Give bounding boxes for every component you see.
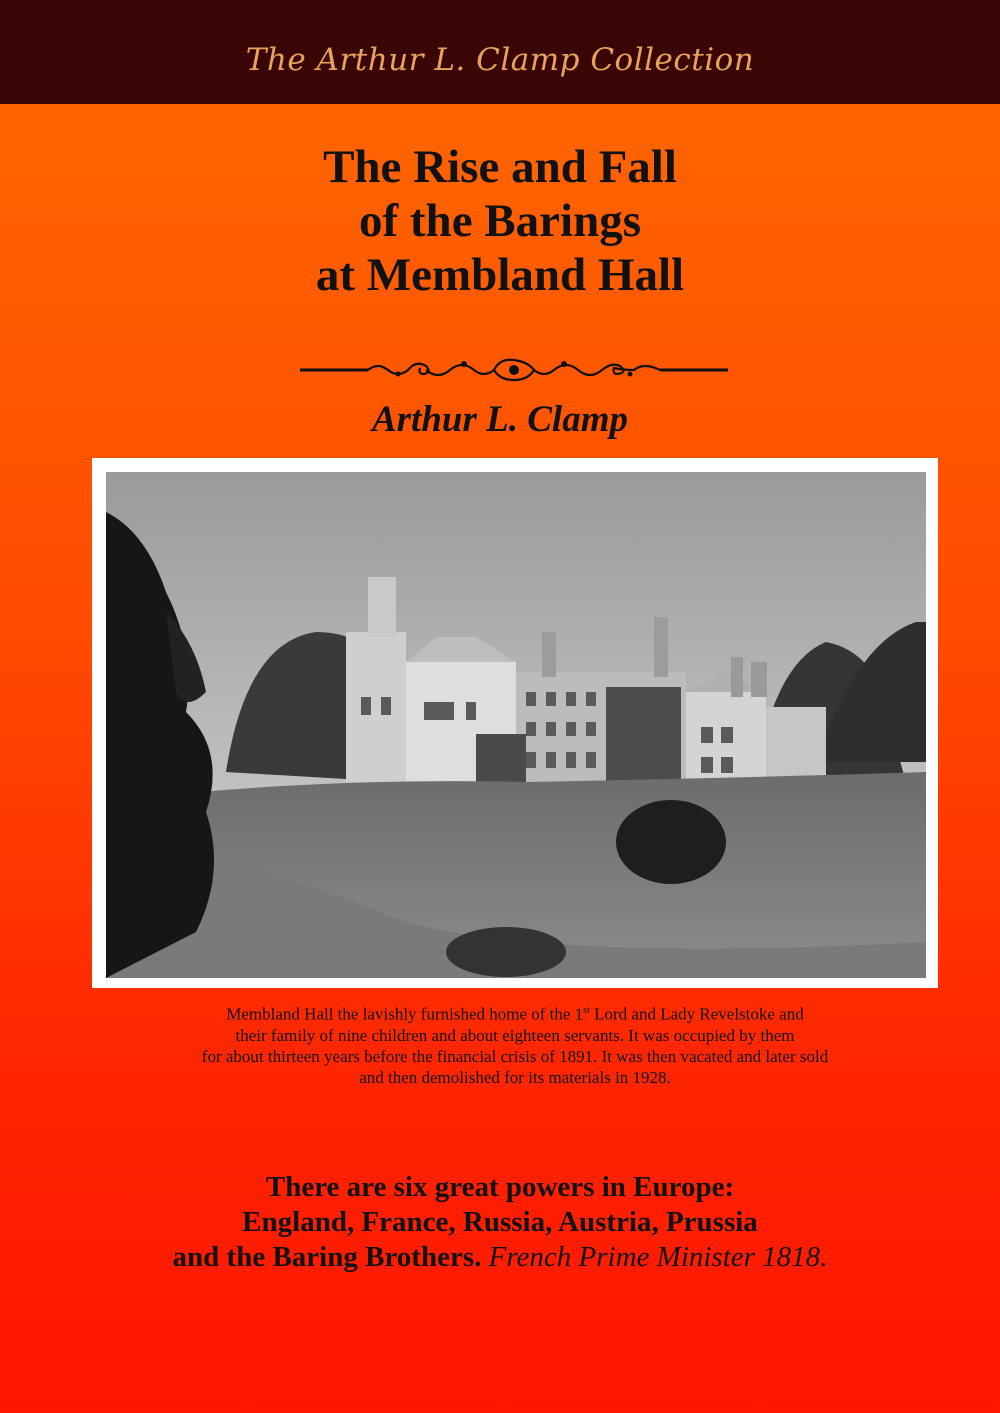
- quote-line-1: There are six great powers in Europe:: [265, 1171, 735, 1203]
- title-line: at Membland Hall: [315, 249, 685, 301]
- caption-text: Lord and Lady Revelstoke and: [589, 1004, 804, 1024]
- photo-caption: [120, 1000, 910, 1088]
- caption-superscript: st: [583, 1005, 590, 1016]
- book-title: [0, 140, 1000, 302]
- membland-hall-photo: [106, 472, 926, 978]
- caption-line-4: and then demolished for its materials in 1928.: [359, 1067, 671, 1087]
- quote-text: and the Baring Brothers.: [172, 1241, 482, 1273]
- ornament-divider-icon: [298, 352, 730, 388]
- house-photo-icon: [106, 472, 926, 978]
- caption-text: Membland Hall the lavishly furnished home of the 1: [226, 1004, 584, 1024]
- caption-line-3: for about thirteen years before the financial crisis of 1891. It was then vacated and later sold: [201, 1046, 829, 1066]
- top-banner: [0, 0, 1000, 104]
- quote-line-3: [0, 1240, 1000, 1275]
- title-line: of the Barings: [359, 195, 641, 247]
- title-line: The Rise and Fall: [323, 141, 677, 193]
- series-name: The Arthur L. Clamp Collection: [245, 42, 755, 78]
- caption-line-2: their family of nine children and about eighteen servants. It was occupied by them: [235, 1025, 795, 1045]
- quote-attribution: French Prime Minister 1818.: [488, 1241, 828, 1273]
- quote-line-2: England, France, Russia, Austria, Prussia: [242, 1206, 758, 1238]
- quote-block: [0, 1170, 1000, 1275]
- author-name: Arthur L. Clamp: [371, 399, 628, 440]
- caption-line-1: [120, 1000, 910, 1025]
